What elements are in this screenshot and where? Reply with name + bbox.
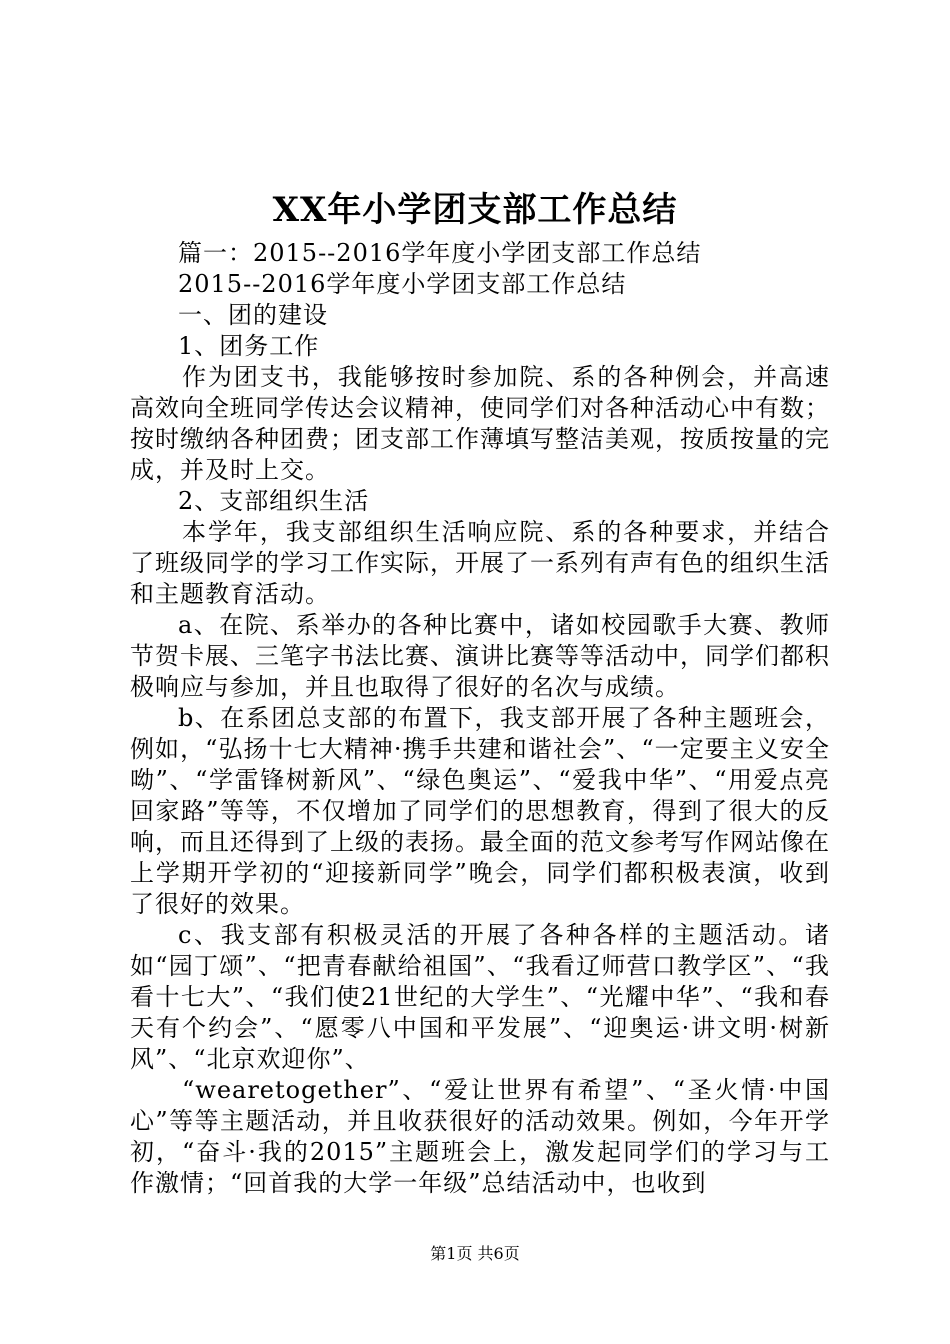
paragraph-heading-1: 一、团的建设 (178, 301, 328, 329)
paragraph-body: “wearetogether”、“爱让世界有希望”、“圣火情·中国心”等等主题活动，并且收获很好的活动效果。例如，今年开学初，“奋斗·我的2015”主题班会上，激发起同学们的学习与工作激情；“回首我的大学一年级”总结活动中，也收到 (130, 1076, 830, 1197)
paragraph-subtitle: 2015--2016学年度小学团支部工作总结 (178, 270, 627, 298)
document-body (130, 238, 830, 1199)
paragraph-heading-1-1: 1、团务工作 (178, 332, 320, 360)
paragraph-section-heading: 篇一：2015--2016学年度小学团支部工作总结 (178, 239, 702, 267)
document-title: XX年小学团支部工作总结 (272, 190, 678, 230)
paragraph-body: c、我支部有积极灵活的开展了各种各样的主题活动。诸如“园丁颂”、“把青春献给祖国”、“我看辽师营口教学区”、“我看十七大”、“我们使21世纪的大学生”、“光耀中华”、“我和春天有个约会”、“愿零八中国和平发展”、“迎奥运·讲文明·树新风”、“北京欢迎你”、 (130, 921, 830, 1073)
paragraph-body: b、在系团总支部的布置下，我支部开展了各种主题班会，例如，“弘扬十七大精神·携手共建和谐社会”、“一定要主义安全呦”、“学雷锋树新风”、“绿色奥运”、“爱我中华”、“用爱点亮回家路”等等，不仅增加了同学们的思想教育，得到了很大的反响，而且还得到了上级的表扬。最全面的范文参考写作网站像在上学期开学初的“迎接新同学”晚会，同学们都积极表演，收到了很好的效果。 (130, 704, 830, 918)
paragraph-body: a、在院、系举办的各种比赛中，诸如校园歌手大赛、教师节贺卡展、三笔字书法比赛、演讲比赛等等活动中，同学们都积极响应与参加，并且也取得了很好的名次与成绩。 (130, 611, 830, 701)
paragraph-body: 作为团支书，我能够按时参加院、系的各种例会，并高速高效向全班同学传达会议精神，使同学们对各种活动心中有数；按时缴纳各种团费；团支部工作薄填写整洁美观，按质按量的完成，并及时上交。 (130, 363, 830, 484)
page-number-footer: 第1页 共6页 (430, 1244, 520, 1263)
paragraph-body: 本学年，我支部组织生活响应院、系的各种要求，并结合了班级同学的学习工作实际，开展了一系列有声有色的组织生活和主题教育活动。 (130, 518, 830, 608)
paragraph-heading-1-2: 2、支部组织生活 (178, 487, 370, 515)
